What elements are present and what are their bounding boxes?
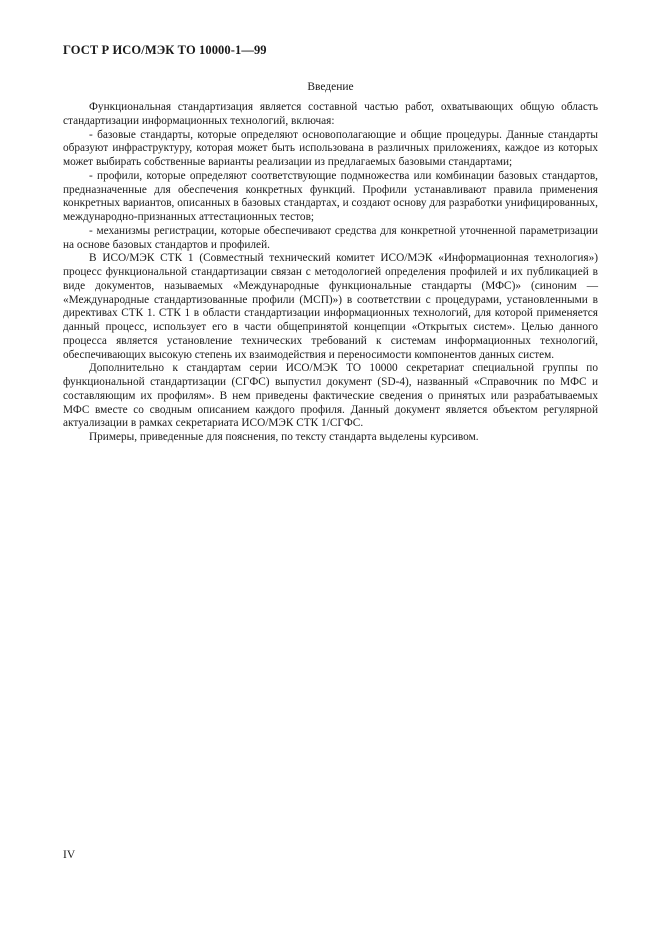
document-header-code: ГОСТ Р ИСО/МЭК ТО 10000-1—99: [63, 43, 267, 57]
paragraph-profiles: - профили, которые определяют соответствующие подмножества или комбинации базовых стандартов, предназначенные для обеспечения конкретных функций. Профили устанавливают правила применения конкретных вариантов, описанных в базовых стандартах, и создают основу для разработки унифицированных, международно-признанных аттестационных тестов;: [63, 169, 598, 223]
paragraph-base-standards: - базовые стандарты, которые определяют основополагающие и общие процедуры. Данные стандарты образуют инфраструктуру, которая может быть использована в различных приложениях, каждое из которых может выбирать собственные варианты реализации из предлагаемых базовыми стандартами;: [63, 128, 598, 168]
paragraph-examples: Примеры, приведенные для пояснения, по тексту стандарта выделены курсивом.: [89, 431, 479, 443]
paragraph-intro: Функциональная стандартизация является составной частью работ, охватывающих общую область стандартизации информационных технологий, включая:: [63, 101, 598, 127]
paragraph-registration: - механизмы регистрации, которые обеспечивают средства для конкретной уточненной параметризации на основе базовых стандартов и профилей.: [63, 224, 598, 251]
paragraph-jtc1: В ИСО/МЭК СТК 1 (Совместный технический комитет ИСО/МЭК «Информационная технология») процесс функциональной стандартизации связан с методологией определения профилей и их публикацией в виде документов, называемых «Международные функциональные стандарты (МФС)» (синоним — «Международные стандартизованные профили (МСП)») в соответствии с процедурами, установленными в директивах СТК 1. СТК 1 в области стандартизации информационных технологий, для которой применяется данный процесс, использует его в части общепринятой концепции «Открытых систем». Целью данного процесса является установление технических требований к системам информационных технологий, обеспечивающих высокую степень их взаимодействия и переносимости компонентов данных систем.: [63, 252, 598, 361]
section-title: Введение: [307, 81, 354, 93]
body-text: [63, 101, 598, 445]
page-number: IV: [63, 849, 76, 861]
paragraph-sgfs: Дополнительно к стандартам серии ИСО/МЭК ТО 10000 секретариат специальной группы по функциональной стандартизации (СГФС) выпустил документ (SD-4), названный «Справочник по МФС и составляющим их профилям». В нем приведены фактические сведения о принятых или разрабатываемых МФС вместе со сводным описанием каждого профиля. Данный документ является объектом регулярной актуализации в рамках секретариата ИСО/МЭК СТК 1/СГФС.: [63, 362, 598, 430]
